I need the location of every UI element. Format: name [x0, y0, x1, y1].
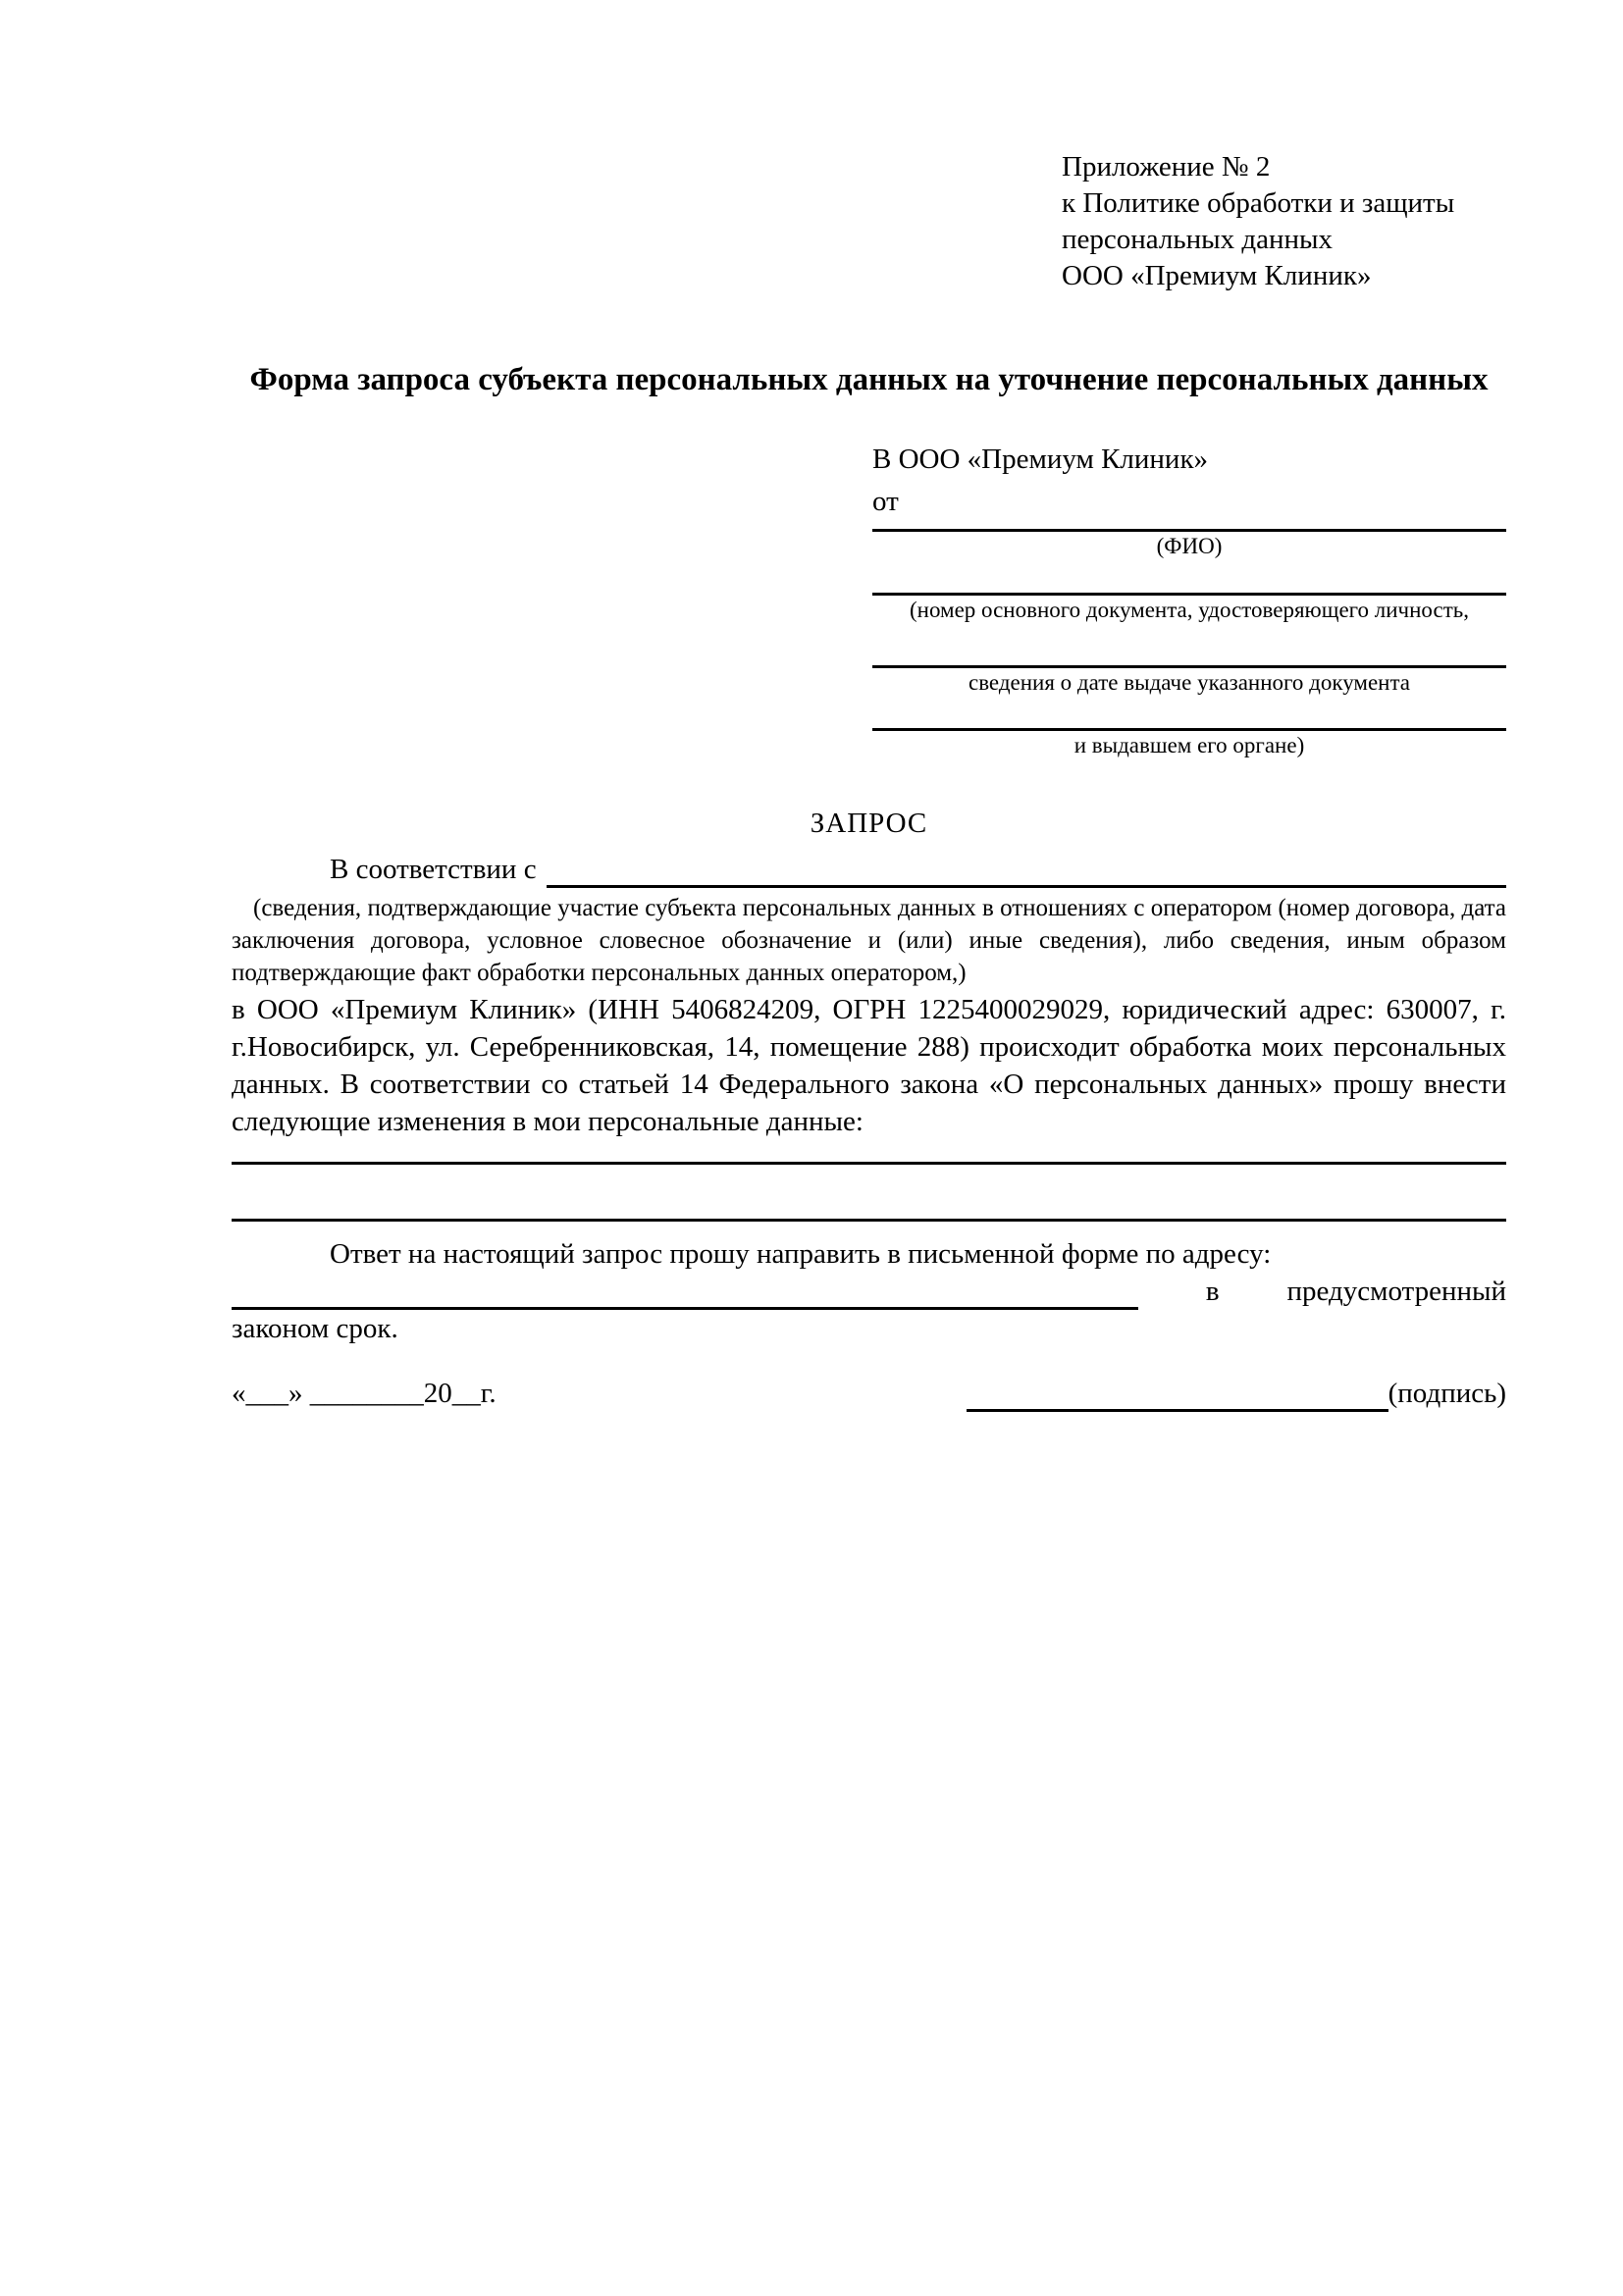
changes-blank-line — [232, 1219, 1506, 1222]
issue-date-caption: сведения о дате выдаче указанного документа — [968, 670, 1411, 695]
response-paragraph-line3: законом срок. — [232, 1313, 398, 1344]
appendix-note — [1062, 149, 1506, 294]
appendix-line: Приложение № 2 — [1062, 151, 1271, 183]
addressee-block — [872, 442, 1506, 760]
explanatory-note: (сведения, подтверждающие участие субъекта персональных данных в отношениях с оператором (номер договора, дата заключения договора, условное словесное обозначение и (или) иные сведения), либо сведения, иным образом подтверждающие факт обработки персональных данных оператором,) — [232, 895, 1506, 986]
signature-area — [967, 1375, 1506, 1412]
response-word: предусмотренный — [1286, 1276, 1506, 1307]
response-word: в — [1205, 1276, 1220, 1307]
signature-caption: (подпись) — [1387, 1378, 1506, 1409]
response-paragraph-line1: Ответ на настоящий запрос прошу направить в письменной форме по адресу: — [330, 1238, 1272, 1270]
changes-blank-line — [232, 1162, 1506, 1165]
document-number-caption: (номер основного документа, удостоверяющего личность, — [909, 598, 1469, 622]
response-address-row — [232, 1273, 1506, 1310]
accordance-blank-line — [547, 855, 1506, 888]
body-paragraph: в ООО «Премиум Клиник» (ИНН 5406824209, ОГРН 1225400029029, юридический адрес: 630007, г. г.Новосибирск, ул. Серебренниковская, 14, помещение 288) происходит обработка моих персональных данных. В соответствии со статьей 14 Федерального закона «О персональных данных» прошу внести следующие изменения в мои персональные данные: — [232, 994, 1506, 1137]
issuing-authority-caption: и выдавшем его органе) — [1073, 733, 1305, 757]
date-template: «___» ________20__г. — [232, 1378, 497, 1409]
fio-caption: (ФИО) — [1156, 534, 1223, 558]
document-title: Форма запроса субъекта персональных данных на уточнение персональных данных — [249, 362, 1489, 397]
address-blank-line — [232, 1276, 1138, 1310]
appendix-line: персональных данных — [1062, 224, 1334, 255]
request-heading: ЗАПРОС — [810, 808, 928, 839]
addressee-from-label: от — [872, 486, 899, 517]
accordance-line — [232, 852, 1506, 888]
appendix-line: к Политике обработки и защиты — [1062, 187, 1455, 219]
signature-blank-line — [967, 1378, 1388, 1412]
appendix-line: ООО «Премиум Клиник» — [1062, 260, 1372, 291]
accordance-prefix: В соответствии с — [330, 854, 537, 885]
addressee-organization: В ООО «Премиум Клиник» — [872, 444, 1209, 475]
date-signature-row — [232, 1375, 1506, 1412]
